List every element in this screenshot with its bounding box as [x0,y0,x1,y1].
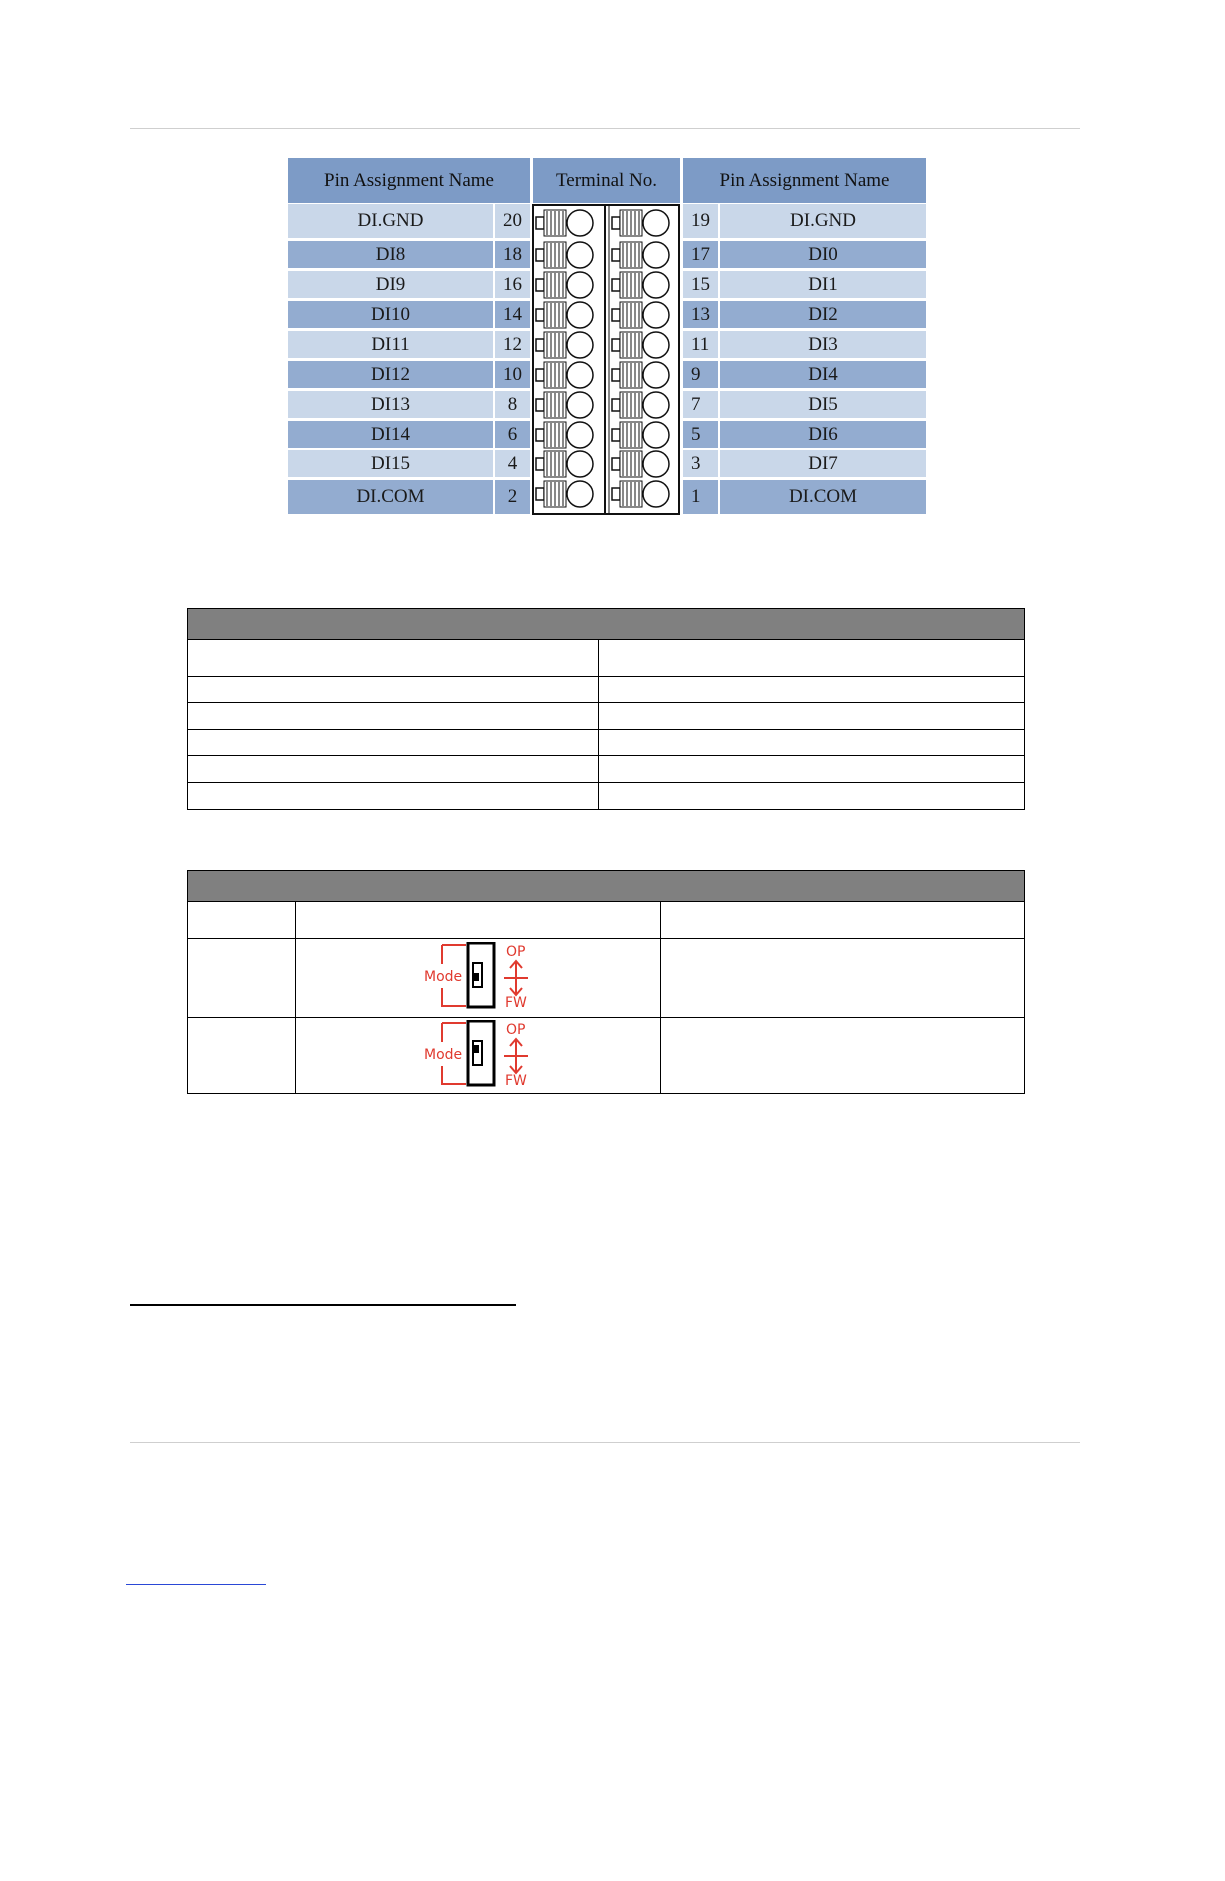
pin-left-name: DI9 [288,271,493,298]
table-1-header-bar [188,609,1024,639]
pin-left-number: 14 [495,301,530,328]
pin-left-number: 18 [495,241,530,268]
pin-right-name: DI2 [720,301,926,328]
pin-left-number: 6 [495,421,530,448]
pin-right-name: DI0 [720,241,926,268]
pin-right-number: 13 [683,301,718,328]
table-2-header-bar [188,871,1024,901]
pin-left-name: DI14 [288,421,493,448]
mode-label: Mode [424,1047,463,1063]
pin-left-name: DI8 [288,241,493,268]
pin-right-name: DI4 [720,361,926,388]
pin-right-number: 15 [683,271,718,298]
pin-left-number: 8 [495,391,530,418]
pin-right-name: DI.GND [720,204,926,238]
pin-right-name: DI7 [720,450,926,477]
pin-right-number: 3 [683,450,718,477]
pin-left-name: DI11 [288,331,493,358]
mode-switch-op-icon [422,942,532,1010]
op-label: OP [506,1022,526,1038]
pin-right-number: 5 [683,421,718,448]
terminal-block-icon [534,206,678,513]
pin-right-name: DI5 [720,391,926,418]
pin-left-name: DI13 [288,391,493,418]
pin-left-number: 20 [495,204,530,238]
mode-label: Mode [424,969,463,985]
pin-right-name: DI1 [720,271,926,298]
fw-label: FW [505,1073,527,1088]
mode-switch-fw-icon [422,1020,532,1088]
pin-header-left: Pin Assignment Name [288,158,530,203]
terminal-block [532,204,680,515]
pin-header-terminal: Terminal No. [533,158,680,203]
pin-right-number: 9 [683,361,718,388]
pin-left-name: DI10 [288,301,493,328]
pin-left-number: 2 [495,480,530,514]
footer-rule [130,1442,1080,1443]
pin-right-number: 7 [683,391,718,418]
pin-right-name: DI.COM [720,480,926,514]
pin-assignment-table [288,158,926,516]
header-rule [130,128,1080,129]
pin-left-name: DI12 [288,361,493,388]
pin-left-number: 10 [495,361,530,388]
pin-right-number: 1 [683,480,718,514]
pin-left-number: 16 [495,271,530,298]
pin-right-number: 11 [683,331,718,358]
pin-left-name: DI.COM [288,480,493,514]
fw-label: FW [505,995,527,1010]
pin-right-number: 19 [683,204,718,238]
pin-left-number: 4 [495,450,530,477]
pin-right-number: 17 [683,241,718,268]
pin-header-right: Pin Assignment Name [683,158,926,203]
switch-table [187,870,1025,1094]
pin-right-name: DI3 [720,331,926,358]
footnote-separator [130,1304,516,1306]
switch-op-icon [424,1811,530,1881]
pin-left-number: 12 [495,331,530,358]
empty-table-1 [187,608,1025,810]
op-label: OP [506,944,526,960]
pin-left-name: DI.GND [288,204,493,238]
pin-right-name: DI6 [720,421,926,448]
pin-left-name: DI15 [288,450,493,477]
